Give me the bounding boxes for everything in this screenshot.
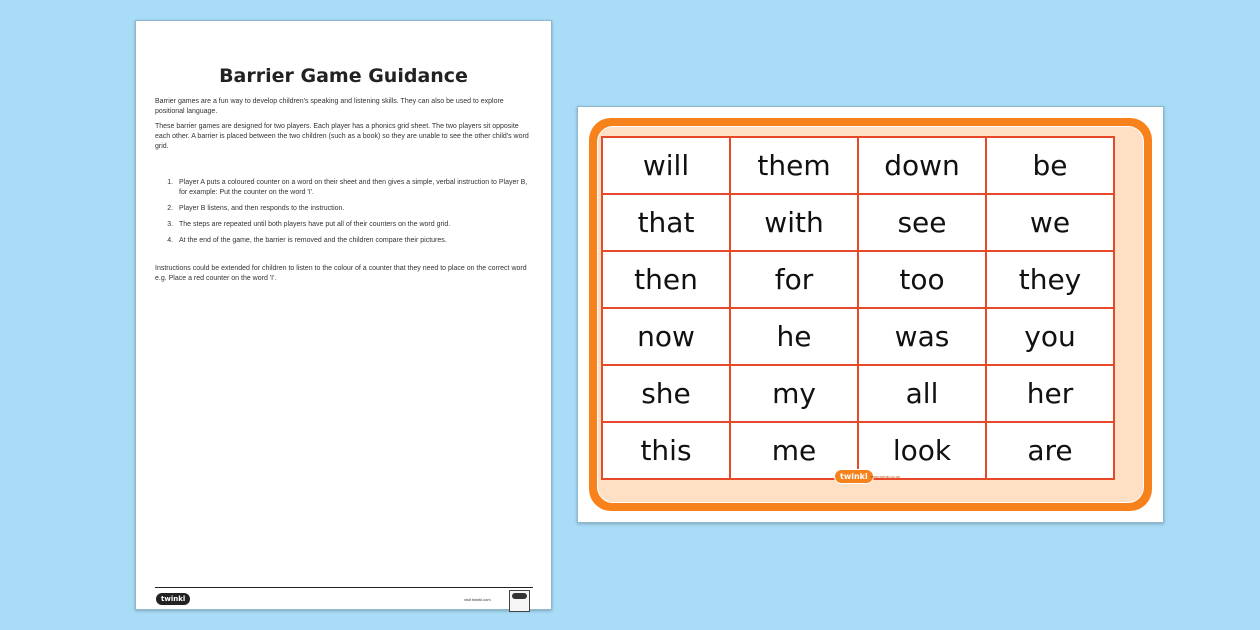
word-cell: look	[858, 422, 986, 479]
word-cell: now	[602, 308, 730, 365]
word-cell: you	[986, 308, 1114, 365]
word-cell: be	[986, 137, 1114, 194]
word-cell: them	[730, 137, 858, 194]
twinkl-logo: twinkl	[834, 469, 874, 484]
word-cell: we	[986, 194, 1114, 251]
word-cell: they	[986, 251, 1114, 308]
word-cell: that	[602, 194, 730, 251]
word-cell: was	[858, 308, 986, 365]
grid-row	[602, 308, 1114, 365]
word-cell: will	[602, 137, 730, 194]
footer-url: visit twinkl.com	[464, 597, 491, 602]
word-cell: this	[602, 422, 730, 479]
grid-row	[602, 251, 1114, 308]
quality-badge-icon	[509, 590, 530, 612]
step-item: 1. Player A puts a coloured counter on a word on their sheet and then gives a simple, verbal instruction to Player B, for example: Put the counter on the word 'I'.	[175, 178, 533, 198]
word-cell: my	[730, 365, 858, 422]
word-cell: then	[602, 251, 730, 308]
word-cell: for	[730, 251, 858, 308]
players-paragraph: These barrier games are designed for two players. Each player has a phonics grid sheet. The two players sit opposite each other. A barrier is placed between the two children (such as a book) so they are unable to see the other child's word grid.	[155, 123, 529, 150]
word-cell: her	[986, 365, 1114, 422]
word-grid-sheet	[577, 106, 1164, 523]
word-cell: all	[858, 365, 986, 422]
guidance-sheet	[135, 20, 552, 610]
extension-paragraph: Instructions could be extended for children to listen to the colour of a counter that they need to place on the correct word e.g. Place a red counter on the word 'I'.	[155, 265, 527, 282]
guidance-body	[155, 97, 533, 289]
intro-paragraph: Barrier games are a fun way to develop children's speaking and listening skills. They can also be used to explore positional language.	[155, 98, 504, 115]
word-cell: he	[730, 308, 858, 365]
word-cell: see	[858, 194, 986, 251]
step-item: 4. At the end of the game, the barrier is removed and the children compare their pictures.	[175, 236, 533, 246]
grid-row	[602, 194, 1114, 251]
steps-list	[155, 178, 533, 246]
word-cell: are	[986, 422, 1114, 479]
word-cell: me	[730, 422, 858, 479]
word-cell: too	[858, 251, 986, 308]
word-cell: down	[858, 137, 986, 194]
grid-row	[602, 137, 1114, 194]
twinkl-logo: twinkl	[156, 593, 190, 605]
step-item: 2. Player B listens, and then responds to the instruction.	[175, 204, 533, 214]
step-item: 3. The steps are repeated until both players have put all of their counters on the word grid.	[175, 220, 533, 230]
grid-row	[602, 365, 1114, 422]
footer-divider	[155, 587, 533, 588]
word-grid-table	[601, 136, 1115, 480]
twinkl-url: www.twinkl.co.uk	[870, 474, 901, 479]
word-cell: she	[602, 365, 730, 422]
page-title: Barrier Game Guidance	[219, 65, 468, 87]
word-cell: with	[730, 194, 858, 251]
